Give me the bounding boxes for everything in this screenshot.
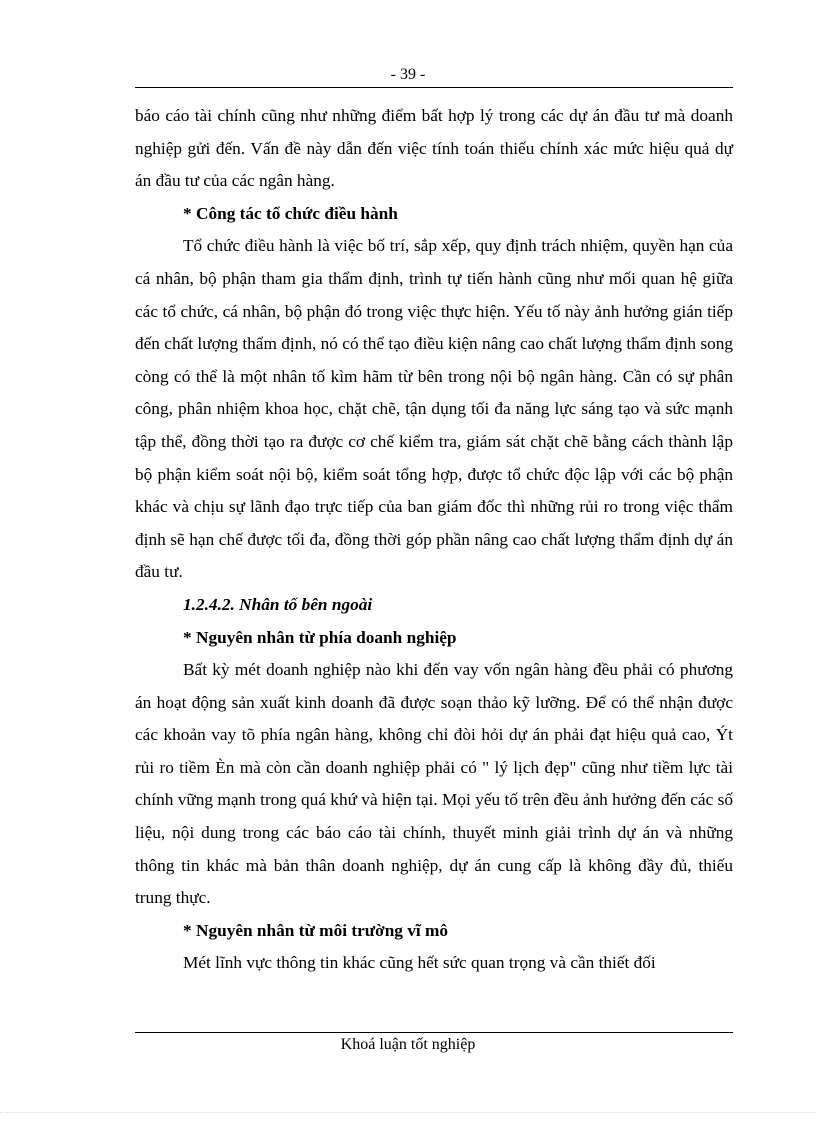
section-heading-nhan-to-ben-ngoai: 1.2.4.2. Nhân tố bên ngoài bbox=[183, 594, 373, 614]
paragraph-doanh-nghiep: Bất kỳ mét doanh nghiệp nào khi đến vay vốn ngân hàng đều phải có phương án hoạt động sản xuất kinh doanh đã được soạn thảo kỹ lưỡng. Để có thể nhận được các khoản vay tõ phía ngân hàng, không chỉ đòi hỏi dự án phải đạt hiệu quả cao, Ýt rủi ro tiềm Èn mà còn cần doanh nghiệp phải có " lý lịch đẹp" cũng như tiềm lực tài chính vững mạnh trong quá khứ và hiện tại. Mọi yếu tố trên đều ảnh hưởng đến các số liệu, nội dung trong các báo cáo tài chính, thuyết minh giải trình dự án và những thông tin khác mà bản thân doanh nghiệp, dự án cung cấp là không đầy đủ, thiếu trung thực. bbox=[135, 660, 733, 908]
page-body bbox=[135, 100, 733, 980]
paragraph-vi-mo: Mét lĩnh vực thông tin khác cũng hết sức quan trọng và cần thiết đối bbox=[183, 953, 656, 973]
paragraph-to-chuc-dieu-hanh: Tổ chức điều hành là việc bố trí, sắp xếp, quy định trách nhiệm, quyền hạn của cá nhân, bộ phận tham gia thẩm định, trình tự tiến hành cũng như mối quan hệ giữa các tổ chức, cá nhân, bộ phận đó trong việc thực hiện. Yếu tố này ảnh hưởng gián tiếp đến chất lượng thẩm định, nó có thể tạo điều kiện nâng cao chất lượng thẩm định song còng có thể là một nhân tố kìm hãm từ bên trong nội bộ ngân hàng. Cần có sự phân công, phân nhiệm khoa học, chặt chẽ, tận dụng tối đa năng lực sáng tạo và sức mạnh tập thể, đồng thời tạo ra được cơ chế kiểm tra, giám sát chặt chẽ bằng cách thành lập bộ phận kiểm soát nội bộ, kiểm soát tổng hợp, được tổ chức độc lập với các bộ phận khác và chịu sự lãnh đạo trực tiếp của ban giám đốc thì những rủi ro trong việc thẩm định sẽ hạn chế được tối đa, đồng thời góp phần nâng cao chất lượng thẩm định dự án đầu tư. bbox=[135, 236, 733, 582]
page-number: - 39 - bbox=[390, 66, 426, 83]
paragraph-continued: báo cáo tài chính cũng như những điểm bất hợp lý trong các dự án đầu tư mà doanh nghiệp gửi đến. Vấn đề này dẫn đến việc tính toán thiếu chính xác mức hiệu quả dự án đầu tư của các ngân hàng. bbox=[135, 106, 733, 191]
heading-nguyen-nhan-vi-mo: * Nguyên nhân từ môi trường vĩ mô bbox=[183, 920, 449, 940]
heading-cong-tac-to-chuc: * Công tác tổ chức điều hành bbox=[183, 203, 398, 223]
page-footer: Khoá luận tốt nghiệp bbox=[340, 1036, 476, 1053]
page-edge-divider bbox=[0, 1112, 816, 1113]
header-rule bbox=[135, 87, 733, 88]
heading-nguyen-nhan-doanh-nghiep: * Nguyên nhân từ phía doanh nghiệp bbox=[183, 627, 457, 647]
footer-rule bbox=[135, 1032, 733, 1033]
